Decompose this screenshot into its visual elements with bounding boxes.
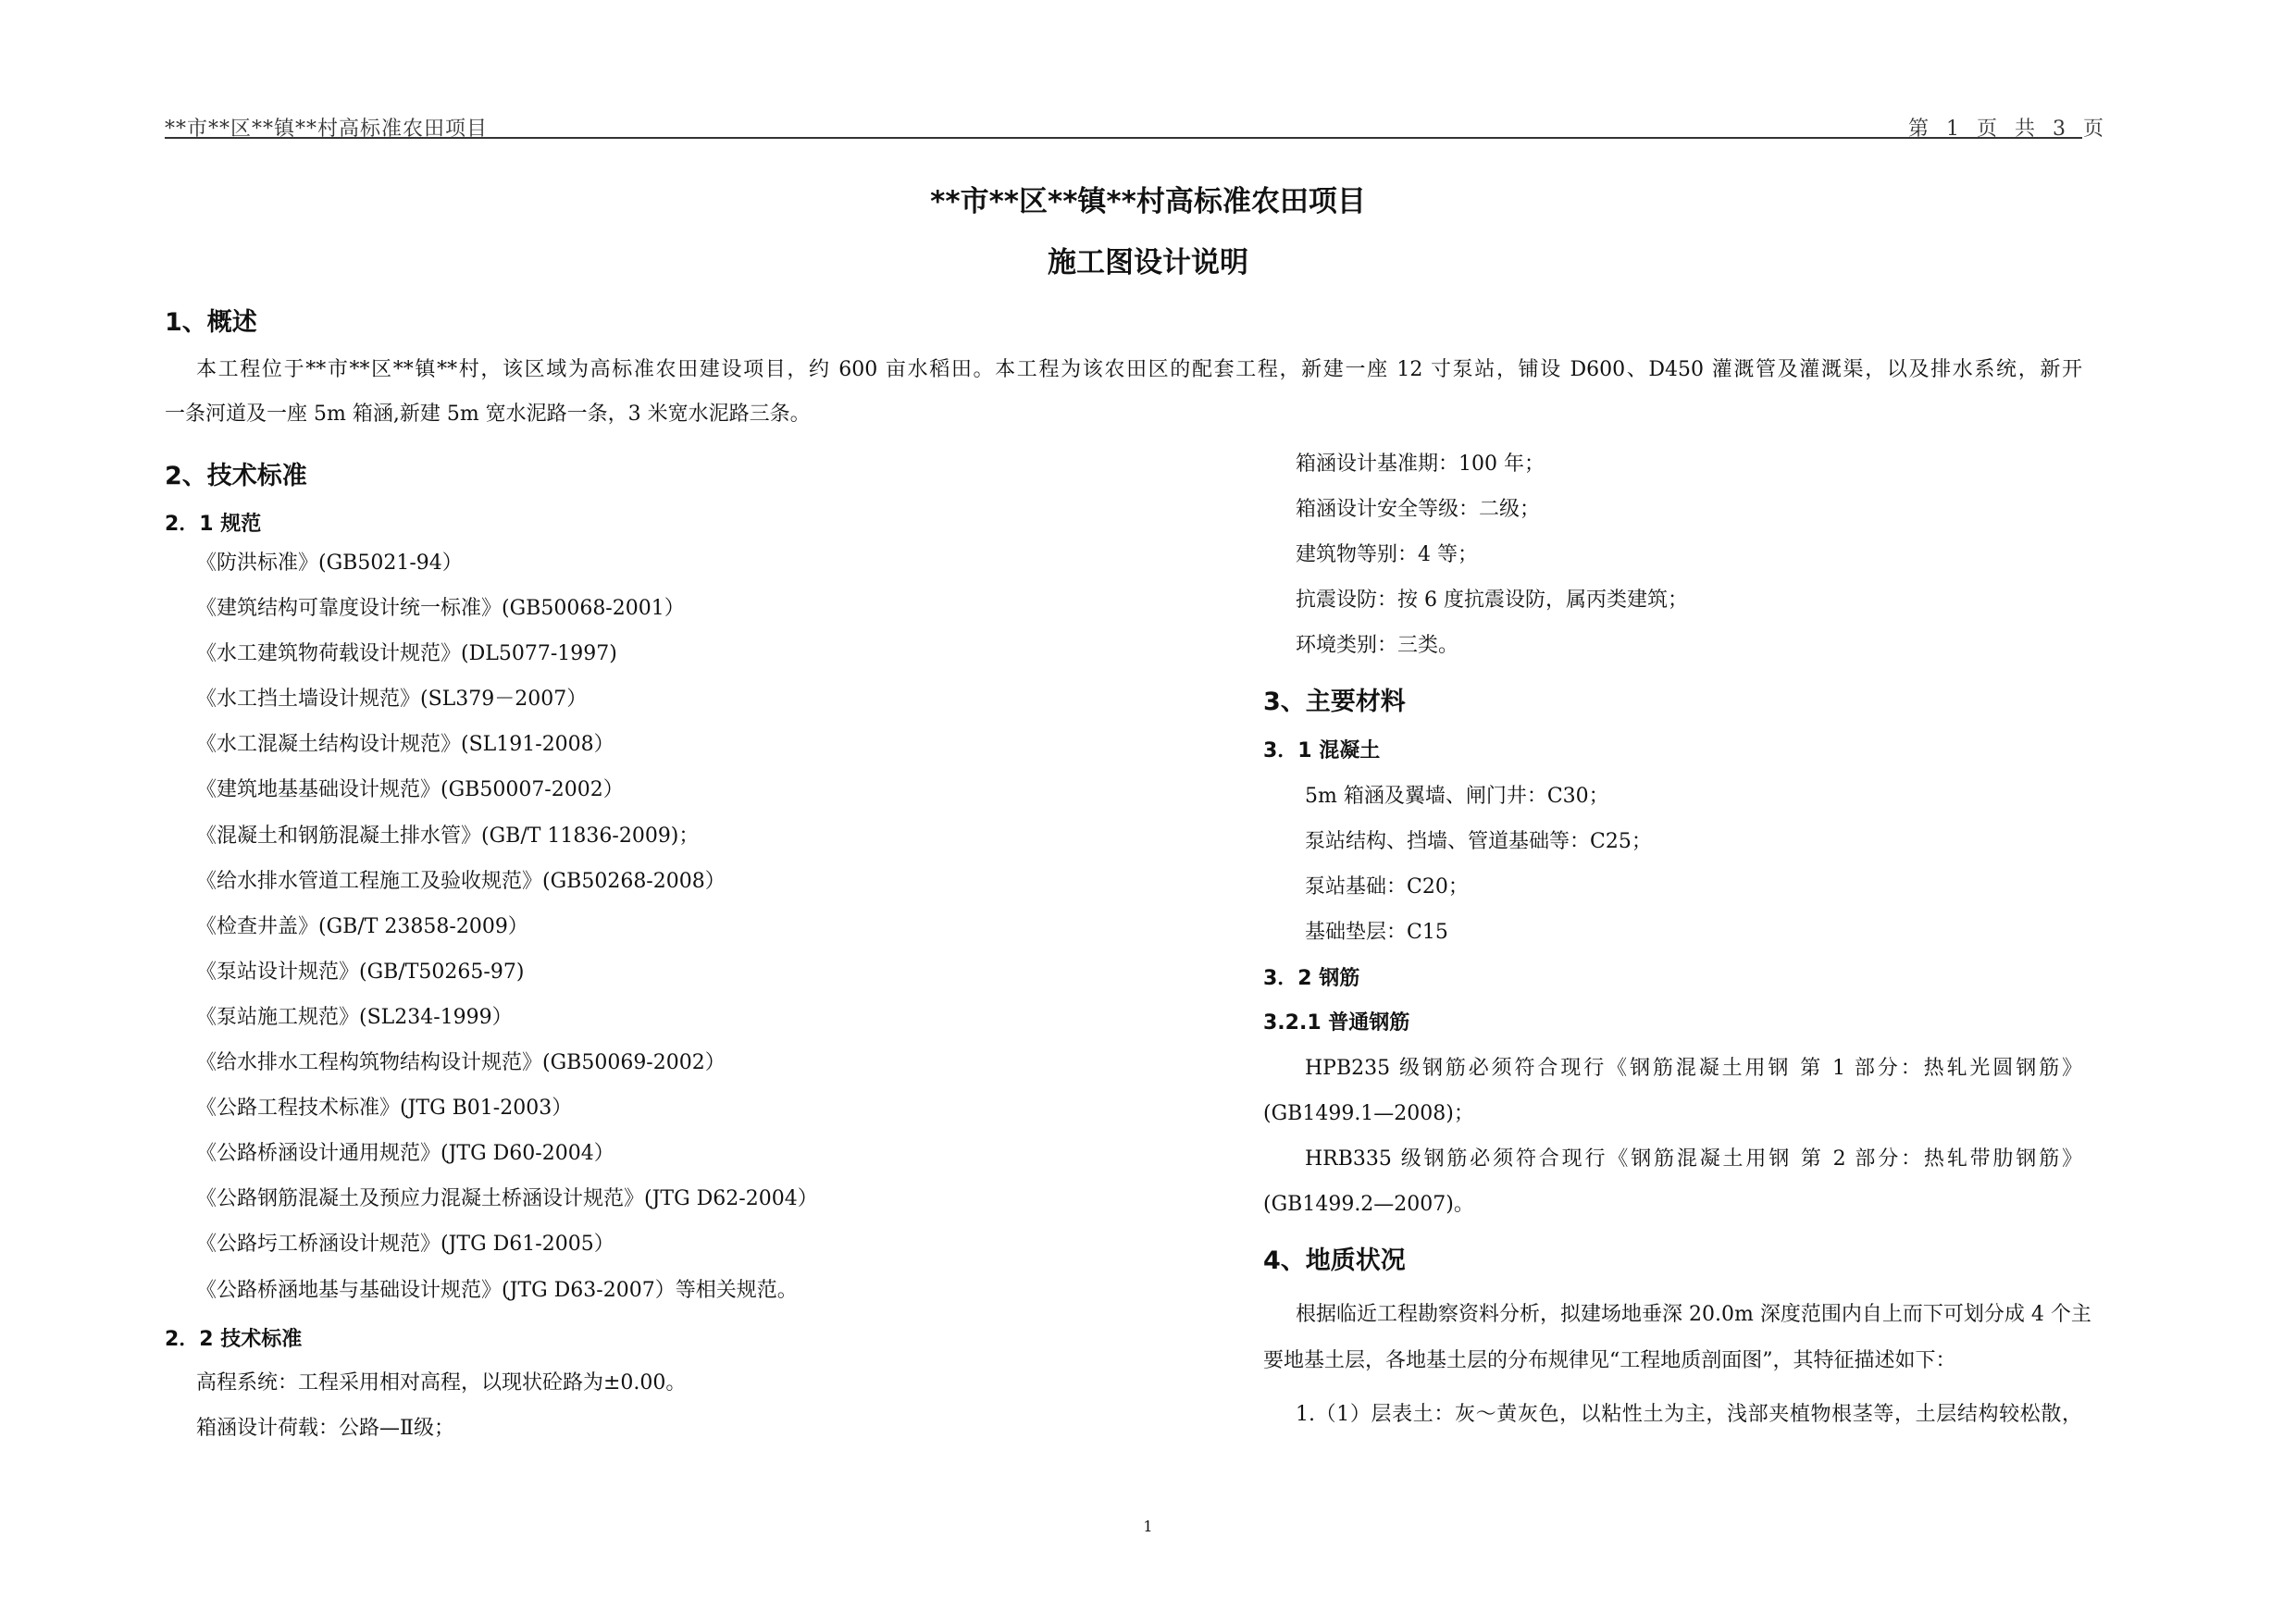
- section-3-2-1-heading: 3.2.1 普通钢筋: [1263, 1011, 1410, 1035]
- document-subtitle: 施工图设计说明: [1048, 246, 1248, 279]
- list-item: 《公路圬工桥涵设计规范》(JTG D61-2005）: [196, 1233, 614, 1257]
- geology-layer-1: 1.（1）层表土：灰～黄灰色，以粘性土为主，浅部夹植物根茎等，土层结构较松散，: [1296, 1403, 2082, 1426]
- list-item: 《水工挡土墙设计规范》(SL379－2007）: [196, 688, 588, 712]
- culvert-design-period: 箱涵设计基准期：100 年；: [1296, 452, 1545, 476]
- section-2-1-heading: 2．1 规范: [165, 513, 262, 536]
- list-item: 《建筑地基基础设计规范》(GB50007-2002）: [196, 778, 624, 802]
- concrete-item-4: 基础垫层：C15: [1305, 921, 1448, 944]
- concrete-item-2: 泵站结构、挡墙、管道基础等：C25；: [1305, 830, 1652, 853]
- building-grade: 建筑物等别：4 等；: [1296, 543, 1478, 566]
- document-title: **市**区**镇**村高标准农田项目: [930, 185, 1366, 218]
- hrb-spec-line-2: (GB1499.2—2007)。: [1263, 1193, 1474, 1216]
- seismic-fortification: 抗震设防：按 6 度抗震设防，属丙类建筑；: [1296, 589, 1688, 612]
- geology-paragraph-line-1: 根据临近工程勘察资料分析，拟建场地垂深 20.0m 深度范围内自上而下可划分成 4 个主: [1296, 1303, 2091, 1326]
- section-3-1-heading: 3．1 混凝土: [1263, 739, 1381, 762]
- running-header-page: 第 1 页 共 3 页: [1908, 118, 2109, 141]
- section-3-heading: 3、主要材料: [1263, 688, 1406, 716]
- list-item: 《泵站设计规范》(GB/T50265-97): [196, 960, 525, 984]
- list-item: 《水工混凝土结构设计规范》(SL191-2008）: [196, 733, 614, 757]
- code-list: [196, 552, 818, 1324]
- hrb-spec-line-1: HRB335 级钢筋必须符合现行《钢筋混凝土用钢 第 2 部分：热轧带肋钢筋》: [1305, 1147, 2082, 1171]
- list-item: 《公路桥涵地基与基础设计规范》(JTG D63-2007）等相关规范。: [196, 1278, 798, 1302]
- concrete-item-1: 5m 箱涵及翼墙、闸门井：C30；: [1305, 785, 1609, 808]
- list-item: 《检查井盖》(GB/T 23858-2009）: [196, 914, 528, 938]
- section-4-heading: 4、地质状况: [1263, 1246, 1406, 1275]
- hpb-spec-line-2: (GB1499.1—2008)；: [1263, 1102, 1474, 1125]
- environment-category: 环境类别：三类。: [1296, 634, 1459, 657]
- list-item: 《防洪标准》(GB5021-94）: [196, 552, 463, 575]
- hpb-spec-line-1: HPB235 级钢筋必须符合现行《钢筋混凝土用钢 第 1 部分：热轧光圆钢筋》: [1305, 1057, 2082, 1080]
- section-1-heading: 1、概述: [165, 308, 257, 337]
- page-number: 1: [1143, 1518, 1153, 1535]
- list-item: 《给水排水管道工程施工及验收规范》(GB50268-2008）: [196, 869, 726, 893]
- header-rule: [165, 137, 2082, 139]
- culvert-design-load: 箱涵设计荷载：公路—Ⅱ级；: [196, 1417, 454, 1440]
- list-item: 《公路桥涵设计通用规范》(JTG D60-2004）: [196, 1142, 614, 1166]
- list-item: 《水工建筑物荷载设计规范》(DL5077-1997): [196, 642, 617, 666]
- overview-paragraph-line-2: 一条河道及一座 5m 箱涵,新建 5m 宽水泥路一条，3 米宽水泥路三条。: [165, 403, 811, 426]
- section-2-2-heading: 2．2 技术标准: [165, 1328, 303, 1351]
- running-header-title: **市**区**镇**村高标准农田项目: [165, 118, 489, 141]
- concrete-item-3: 泵站基础：C20；: [1305, 875, 1469, 899]
- list-item: 《泵站施工规范》(SL234-1999）: [196, 1005, 513, 1029]
- section-3-2-heading: 3．2 钢筋: [1263, 967, 1360, 990]
- culvert-safety-grade: 箱涵设计安全等级：二级；: [1296, 498, 1541, 521]
- geology-paragraph-line-2: 要地基土层，各地基土层的分布规律见“工程地质剖面图”，其特征描述如下：: [1263, 1349, 1956, 1372]
- list-item: 《公路钢筋混凝土及预应力混凝土桥涵设计规范》(JTG D62-2004）: [196, 1187, 818, 1211]
- elevation-system: 高程系统：工程采用相对高程，以现状砼路为±0.00。: [196, 1371, 687, 1395]
- list-item: 《给水排水工程构筑物结构设计规范》(GB50069-2002）: [196, 1051, 726, 1075]
- list-item: 《建筑结构可靠度设计统一标准》(GB50068-2001）: [196, 597, 685, 621]
- list-item: 《公路工程技术标准》(JTG B01-2003）: [196, 1097, 573, 1121]
- list-item: 《混凝土和钢筋混凝土排水管》(GB/T 11836-2009)；: [196, 824, 700, 848]
- section-2-heading: 2、技术标准: [165, 462, 307, 490]
- overview-paragraph-line-1: 本工程位于**市**区**镇**村，该区域为高标准农田建设项目，约 600 亩水稻田。本工程为该农田区的配套工程，新建一座 12 寸泵站，铺设 D600、D450 灌溉管及灌溉渠，以及排水系统，新开: [196, 358, 2082, 381]
